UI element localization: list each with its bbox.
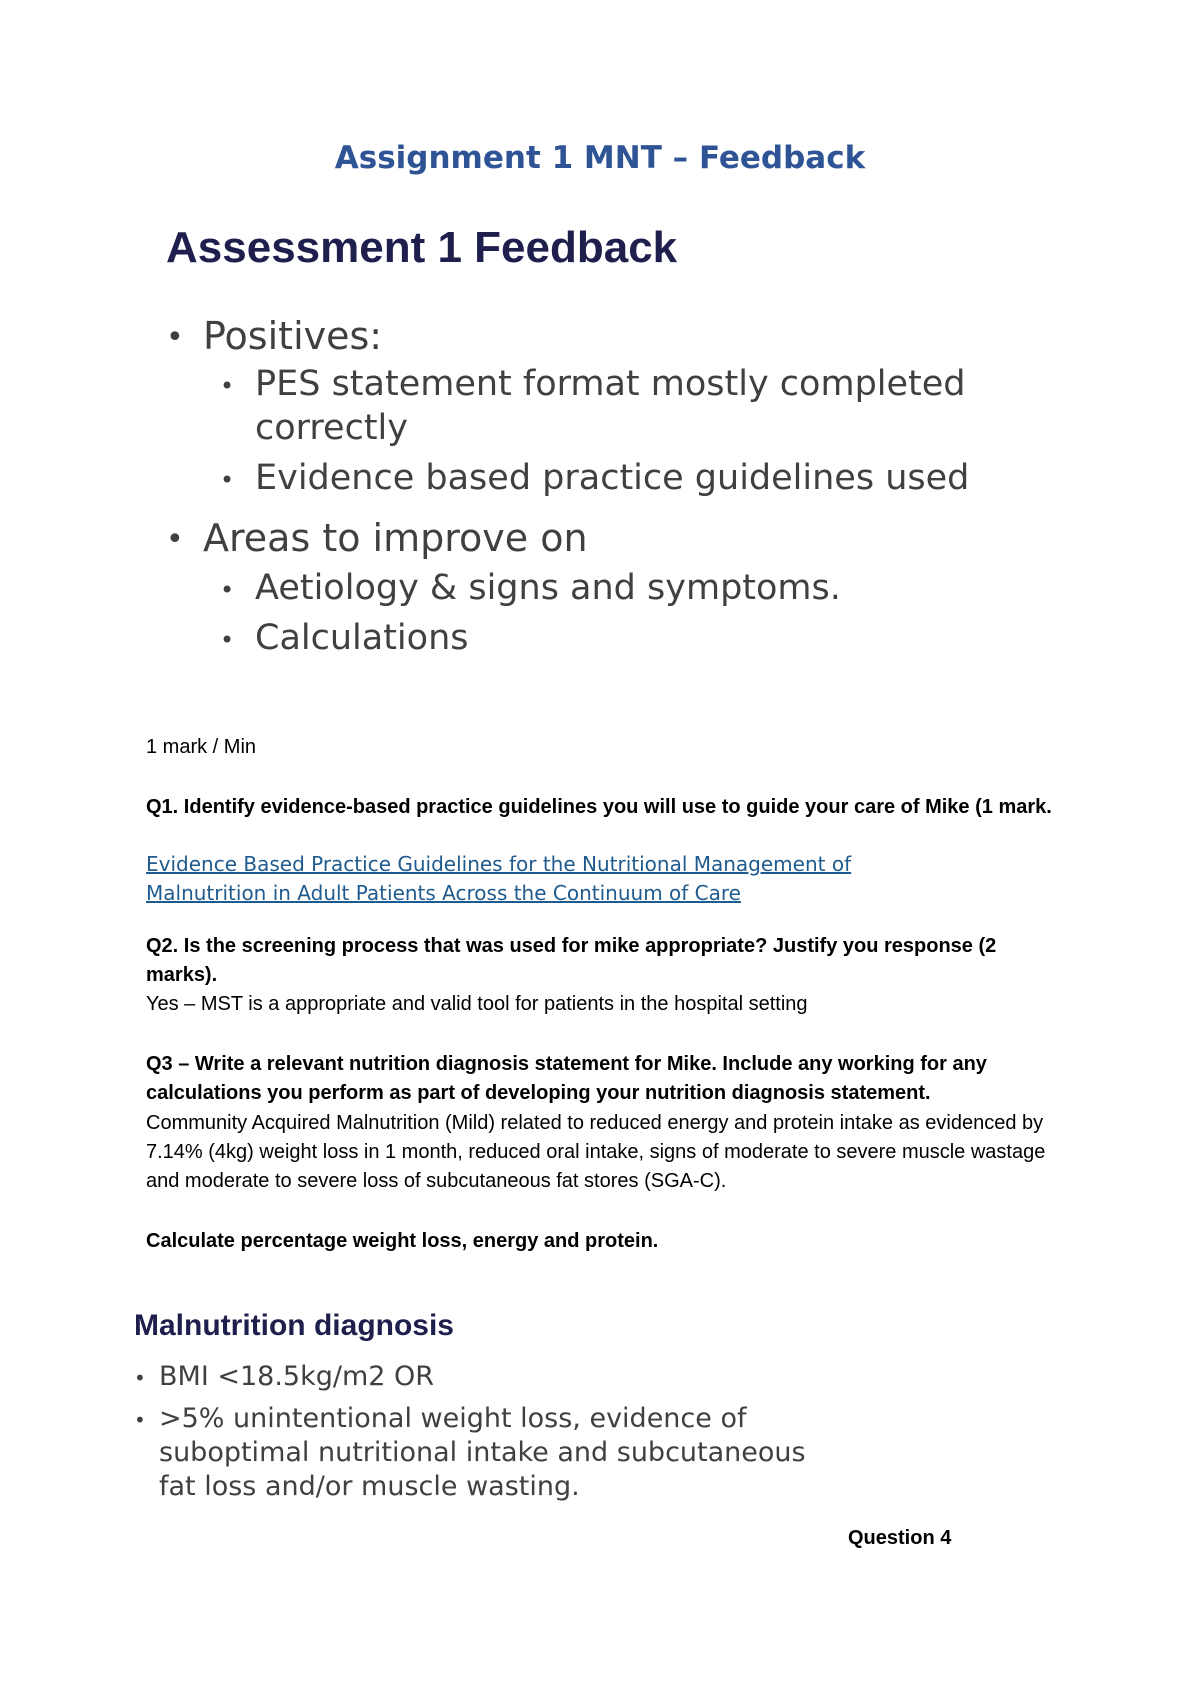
positives-label: • Positives: bbox=[166, 314, 1066, 358]
slide-heading: Malnutrition diagnosis bbox=[134, 1309, 454, 1342]
improve-item: • Aetiology & signs and symptoms. bbox=[166, 566, 1066, 610]
feedback-slide-image bbox=[166, 222, 1066, 660]
diagnosis-criterion: • >5% unintentional weight loss, evidence of suboptimal nutritional intake and subcutaneous fat loss and/or muscle wasting. bbox=[134, 1402, 819, 1504]
mark-note: 1 mark / Min bbox=[146, 736, 257, 758]
positive-item: • PES statement format mostly completed correctly bbox=[166, 362, 1025, 450]
q3-answer: Community Acquired Malnutrition (Mild) related to reduced energy and protein intake as evidenced by 7.14% (4kg) weight loss in 1 month, reduced oral intake, signs of moderate to severe muscle wastage and moderate to severe loss of subcutaneous fat stores (SGA-C). bbox=[146, 1112, 1046, 1192]
q2-answer: Yes – MST is a appropriate and valid tool for patients in the hospital setting bbox=[146, 993, 808, 1015]
slide-bullet-list bbox=[134, 1360, 894, 1504]
q1-question: Q1. Identify evidence-based practice guidelines you will use to guide your care of Mike (1 mark. bbox=[146, 796, 1052, 818]
slide-heading: Assessment 1 Feedback bbox=[166, 223, 678, 272]
calc-note: Calculate percentage weight loss, energy and protein. bbox=[146, 1230, 659, 1252]
diagnosis-criterion: • BMI <18.5kg/m2 OR bbox=[134, 1360, 894, 1394]
positive-item: • Evidence based practice guidelines used bbox=[166, 456, 1066, 500]
improve-label: • Areas to improve on bbox=[166, 516, 1066, 560]
slide-bullet-list bbox=[166, 314, 1066, 660]
document-title: Assignment 1 MNT – Feedback bbox=[334, 140, 866, 176]
improve-item: • Calculations bbox=[166, 616, 1066, 660]
q3-question: Q3 – Write a relevant nutrition diagnosis statement for Mike. Include any working for any calculations you perform as part of developing your nutrition diagnosis statement. bbox=[146, 1053, 987, 1104]
q2-question: Q2. Is the screening process that was used for mike appropriate? Justify you response (2 marks). bbox=[146, 935, 997, 986]
question-4-label: Question 4 bbox=[848, 1527, 952, 1549]
guidelines-link-line2[interactable]: Malnutrition in Adult Patients Across the Continuum of Care bbox=[146, 881, 741, 905]
malnutrition-slide-image bbox=[134, 1306, 894, 1512]
q1-answer bbox=[146, 851, 1066, 909]
guidelines-link-line1[interactable]: Evidence Based Practice Guidelines for the Nutritional Management of bbox=[146, 852, 852, 876]
